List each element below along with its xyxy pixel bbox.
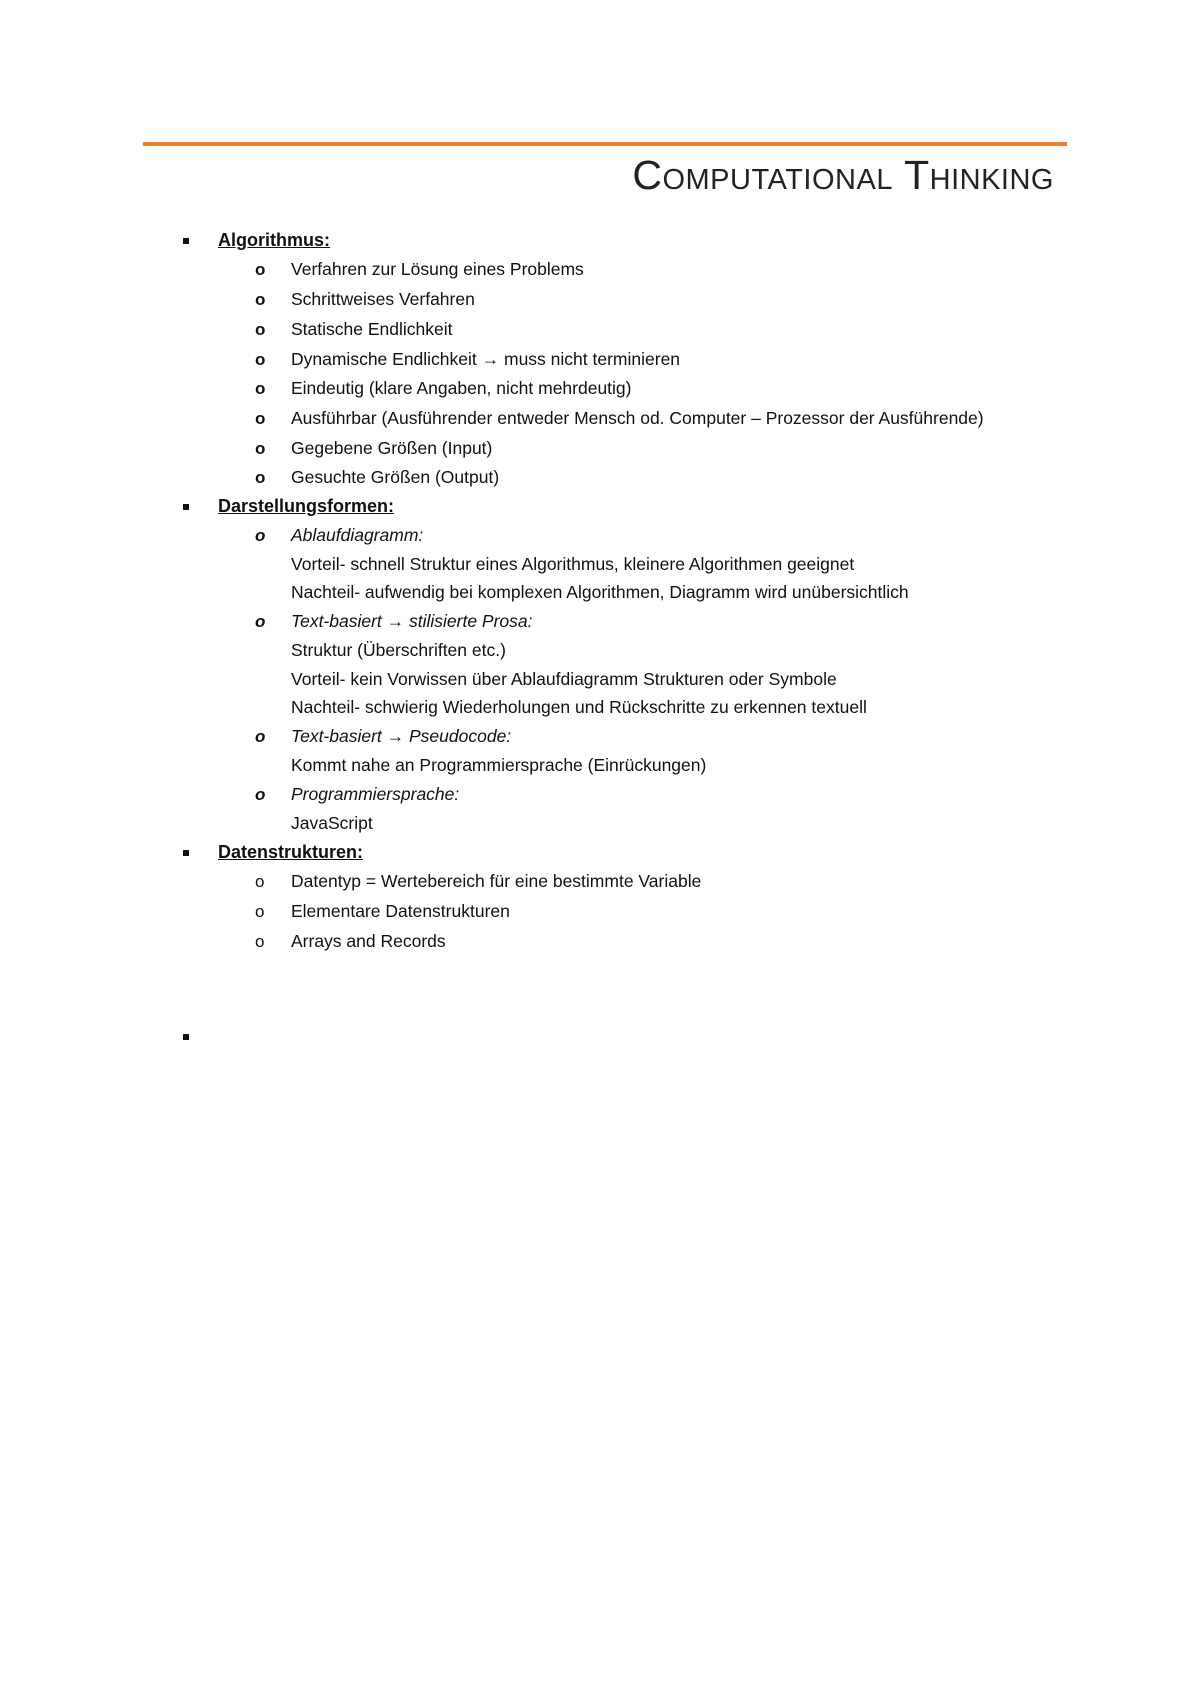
list-item-detail: Kommt nahe an Programmiersprache (Einrückungen): [291, 755, 707, 775]
list-item-detail: Vorteil- schnell Struktur eines Algorithmus, kleinere Algorithmen geeignet: [291, 554, 855, 574]
square-bullet-icon: [183, 1034, 189, 1040]
list-item: Statische Endlichkeit: [291, 319, 453, 339]
sub-bullet-icon: o: [255, 409, 266, 428]
subsection-label: Text-basiert → Pseudocode:: [291, 726, 512, 746]
sub-bullet-icon: o: [255, 526, 266, 545]
list-item: Ausführbar (Ausführender entweder Mensch od. Computer – Prozessor der Ausführende): [291, 408, 984, 428]
sub-bullet-icon: o: [255, 727, 266, 746]
sub-bullet-icon: o: [255, 785, 266, 804]
list-item-detail: Nachteil- schwierig Wiederholungen und Rückschritte zu erkennen textuell: [291, 697, 867, 717]
sub-bullet-icon: o: [255, 350, 266, 369]
page-title: Computational Thinking: [632, 152, 1054, 198]
list-item-detail: JavaScript: [291, 813, 373, 833]
list-item: Schrittweises Verfahren: [291, 289, 475, 309]
list-item: Verfahren zur Lösung eines Problems: [291, 259, 584, 279]
sub-bullet-icon: o: [255, 439, 266, 458]
section-heading-algorithmus: Algorithmus:: [218, 230, 330, 250]
list-item: Arrays and Records: [291, 931, 446, 951]
list-item: Elementare Datenstrukturen: [291, 901, 510, 921]
list-item: Dynamische Endlichkeit → muss nicht terminieren: [291, 349, 681, 369]
list-item: Eindeutig (klare Angaben, nicht mehrdeutig): [291, 378, 632, 398]
subsection-label: Text-basiert → stilisierte Prosa:: [291, 611, 533, 631]
sub-bullet-icon: o: [255, 468, 266, 487]
section-heading-datenstrukturen: Datenstrukturen:: [218, 842, 364, 862]
list-item: Datentyp = Wertebereich für eine bestimmte Variable: [291, 871, 702, 891]
sub-bullet-icon: o: [255, 932, 265, 951]
sub-bullet-icon: o: [255, 260, 266, 279]
list-item-detail: Vorteil- kein Vorwissen über Ablaufdiagramm Strukturen oder Symbole: [291, 669, 837, 689]
section-heading-darstellungsformen: Darstellungsformen:: [218, 496, 395, 516]
sub-bullet-icon: o: [255, 290, 266, 309]
sub-bullet-icon: o: [255, 612, 266, 631]
list-item-detail: Struktur (Überschriften etc.): [291, 640, 506, 660]
header-accent-rule: [143, 142, 1067, 146]
list-item: Gesuchte Größen (Output): [291, 467, 500, 487]
sub-bullet-icon: o: [255, 872, 265, 891]
subsection-label: Ablaufdiagramm:: [291, 525, 424, 545]
subsection-label: Programmiersprache:: [291, 784, 460, 804]
square-bullet-icon: [183, 504, 189, 510]
list-item: Gegebene Größen (Input): [291, 438, 493, 458]
sub-bullet-icon: o: [255, 379, 266, 398]
square-bullet-icon: [183, 850, 189, 856]
square-bullet-icon: [183, 238, 189, 244]
sub-bullet-icon: o: [255, 320, 266, 339]
sub-bullet-icon: o: [255, 902, 265, 921]
list-item-detail: Nachteil- aufwendig bei komplexen Algorithmen, Diagramm wird unübersichtlich: [291, 582, 909, 602]
